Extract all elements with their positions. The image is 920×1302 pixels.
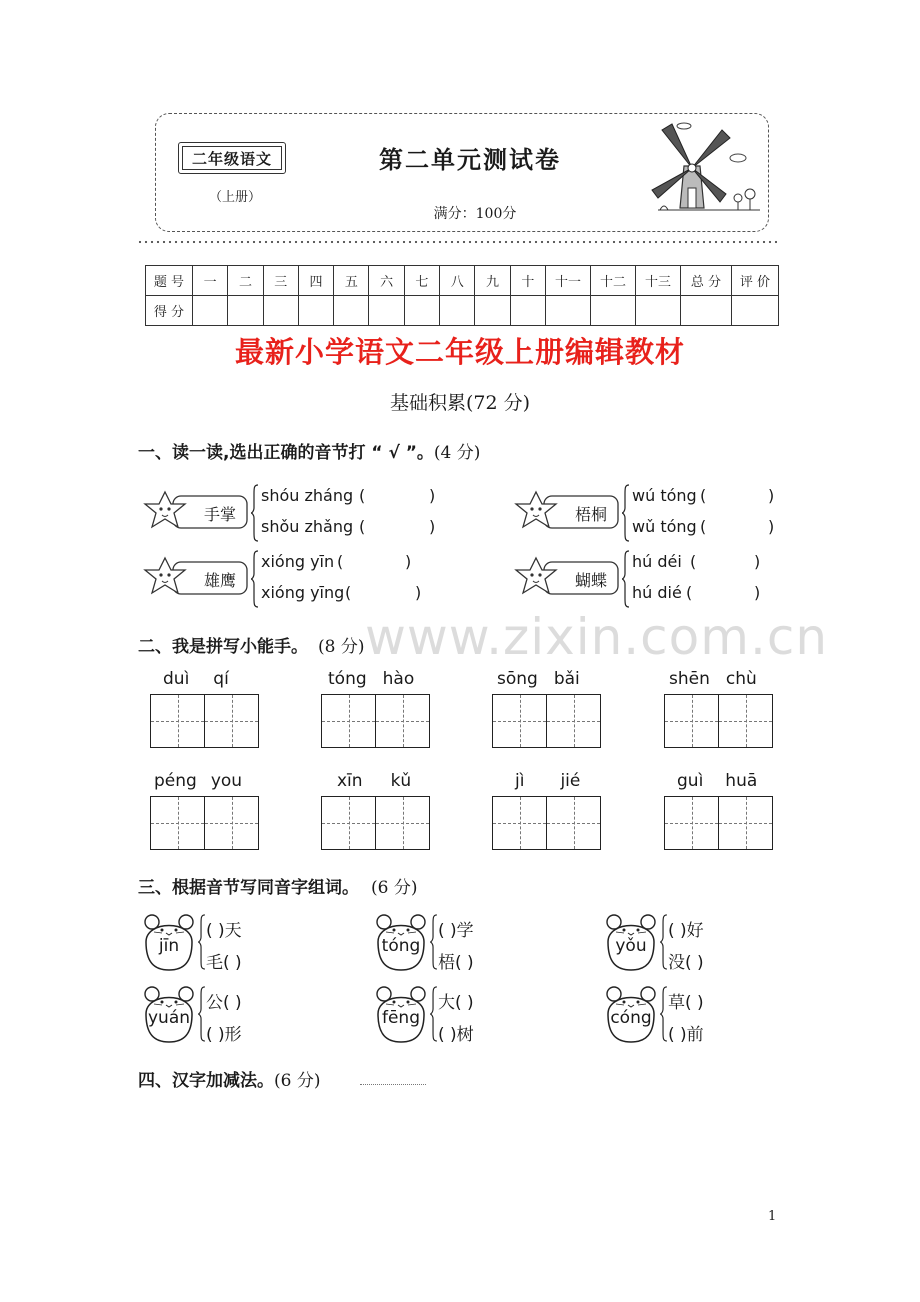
q1-item bbox=[143, 482, 443, 544]
question-1-points: (4 分) bbox=[433, 443, 481, 463]
watermark: www.zixin.com.cn bbox=[365, 608, 829, 666]
score-cell[interactable] bbox=[546, 296, 591, 326]
score-cell[interactable] bbox=[298, 296, 333, 326]
question-4-text: 四、汉字加减法。 bbox=[138, 1071, 274, 1091]
answer-paren-left: ( bbox=[359, 486, 366, 505]
score-col: 六 bbox=[369, 266, 404, 296]
score-cell[interactable] bbox=[475, 296, 510, 326]
question-4-points: (6 分) bbox=[274, 1071, 321, 1091]
answer-paren-left: ( bbox=[700, 486, 707, 505]
question-1-text: 一、读一读,选出正确的音节打 “ √ ”。 bbox=[138, 443, 434, 463]
score-table bbox=[145, 265, 779, 326]
writing-grid[interactable] bbox=[492, 694, 601, 748]
question-2-title bbox=[138, 632, 364, 657]
score-cell[interactable] bbox=[591, 296, 636, 326]
pinyin-syllable: shēn bbox=[669, 669, 710, 689]
answer-paren-left: ( bbox=[337, 552, 344, 571]
score-cell[interactable] bbox=[732, 296, 779, 326]
q3-blank-line[interactable]: 没( ) bbox=[668, 953, 704, 973]
score-col: 五 bbox=[334, 266, 369, 296]
q1-option-2: wǔ tóng bbox=[632, 517, 697, 536]
answer-paren-right[interactable]: ) bbox=[429, 517, 436, 536]
q1-item bbox=[514, 548, 814, 610]
hamster-pinyin: yǒu bbox=[615, 936, 647, 956]
brace-icon bbox=[251, 484, 259, 542]
q3-blank-line[interactable]: ( )形 bbox=[206, 1025, 242, 1045]
answer-paren-left: ( bbox=[359, 517, 366, 536]
answer-paren-left: ( bbox=[686, 583, 693, 602]
section-title: 基础积累(72 分) bbox=[389, 392, 531, 414]
q1-word: 梧桐 bbox=[574, 505, 607, 524]
score-col: 一 bbox=[193, 266, 228, 296]
answer-paren-left: ( bbox=[690, 552, 697, 571]
score-col: 九 bbox=[475, 266, 510, 296]
brace-icon bbox=[251, 550, 259, 608]
q3-item bbox=[602, 912, 842, 974]
writing-grid[interactable] bbox=[150, 796, 259, 850]
pinyin-syllable: kǔ bbox=[390, 771, 412, 791]
q1-item bbox=[143, 548, 443, 610]
question-1-title bbox=[138, 438, 480, 463]
score-cell[interactable] bbox=[636, 296, 681, 326]
q1-word: 雄鹰 bbox=[203, 571, 236, 590]
brace-icon bbox=[622, 550, 630, 608]
hamster-pinyin: yuán bbox=[147, 1008, 191, 1028]
question-3-text: 三、根据音节写同音字组词。 bbox=[138, 878, 359, 898]
q3-blank-line[interactable]: ( )天 bbox=[206, 921, 242, 941]
pinyin-syllable: hào bbox=[382, 669, 415, 689]
score-cell[interactable] bbox=[228, 296, 263, 326]
score-table-label-score: 得 分 bbox=[146, 296, 193, 326]
brace-icon bbox=[430, 986, 438, 1042]
answer-paren-right[interactable]: ) bbox=[415, 583, 422, 602]
score-col: 四 bbox=[298, 266, 333, 296]
pinyin-syllable: sōng bbox=[497, 669, 538, 689]
paper-title: 第二单元测试卷 bbox=[379, 146, 561, 174]
pinyin-syllable: tóng bbox=[328, 669, 367, 689]
score-col: 十二 bbox=[591, 266, 636, 296]
score-col-eval: 评 价 bbox=[732, 266, 779, 296]
brace-icon bbox=[198, 914, 206, 970]
hamster-pinyin: jīn bbox=[158, 936, 180, 956]
hamster-pinyin: tóng bbox=[381, 936, 421, 956]
pinyin-syllable: chù bbox=[725, 669, 757, 689]
q1-option-2: xióng yīng bbox=[261, 583, 345, 602]
answer-paren-right[interactable]: ) bbox=[754, 552, 761, 571]
grade-badge-text: 二年级语文 bbox=[182, 146, 282, 170]
underline-stub bbox=[360, 1084, 426, 1085]
score-col: 三 bbox=[263, 266, 298, 296]
score-cell[interactable] bbox=[681, 296, 732, 326]
q3-blank-line[interactable]: ( )树 bbox=[438, 1025, 474, 1045]
writing-grid[interactable] bbox=[150, 694, 259, 748]
q3-item bbox=[372, 912, 612, 974]
pinyin-syllable: jié bbox=[560, 771, 581, 791]
hamster-pinyin: cóng bbox=[610, 1008, 652, 1028]
answer-paren-right[interactable]: ) bbox=[768, 517, 775, 536]
question-3-points: (6 分) bbox=[371, 878, 418, 898]
score-col: 十 bbox=[510, 266, 545, 296]
pinyin-syllable: guì bbox=[677, 771, 704, 791]
pinyin-syllable: you bbox=[210, 771, 243, 791]
score-cell[interactable] bbox=[334, 296, 369, 326]
score-cell[interactable] bbox=[404, 296, 439, 326]
q1-option-2: shǒu zhǎng bbox=[261, 517, 354, 536]
q3-item bbox=[140, 912, 380, 974]
question-2-text: 二、我是拼写小能手。 bbox=[138, 637, 308, 657]
answer-paren-right[interactable]: ) bbox=[429, 486, 436, 505]
grade-badge bbox=[178, 142, 286, 174]
q1-item bbox=[514, 482, 814, 544]
score-cell[interactable] bbox=[369, 296, 404, 326]
score-table-header-row bbox=[146, 266, 779, 296]
brace-icon bbox=[430, 914, 438, 970]
pinyin-label bbox=[497, 669, 627, 689]
pinyin-label bbox=[337, 771, 467, 791]
windmill-illustration bbox=[650, 118, 768, 224]
question-3-title bbox=[138, 873, 417, 898]
pinyin-syllable: péng bbox=[154, 771, 197, 791]
pinyin-label bbox=[328, 669, 458, 689]
answer-paren-right[interactable]: ) bbox=[768, 486, 775, 505]
question-4-title bbox=[138, 1066, 320, 1091]
pinyin-label bbox=[515, 771, 645, 791]
pinyin-syllable: bǎi bbox=[553, 669, 580, 689]
brace-icon bbox=[622, 484, 630, 542]
q1-option-1: wú tóng bbox=[632, 486, 697, 505]
score-table-score-row bbox=[146, 296, 779, 326]
score-table-label-number: 题 号 bbox=[146, 266, 193, 296]
score-col: 八 bbox=[440, 266, 475, 296]
page-number: 1 bbox=[768, 1209, 777, 1224]
q3-blank-line[interactable]: 梧( ) bbox=[438, 953, 474, 973]
q3-item bbox=[372, 984, 612, 1046]
question-2-points: (8 分) bbox=[318, 637, 365, 657]
banner-title: 最新小学语文二年级上册编辑教材 bbox=[234, 335, 685, 369]
score-col: 十三 bbox=[636, 266, 681, 296]
q3-blank-line[interactable]: ( )前 bbox=[668, 1025, 704, 1045]
q3-blank-line[interactable]: 毛( ) bbox=[206, 953, 242, 973]
q1-option-2: hú dié bbox=[632, 583, 682, 602]
brace-icon bbox=[660, 914, 668, 970]
score-col: 二 bbox=[228, 266, 263, 296]
writing-grid[interactable] bbox=[321, 694, 430, 748]
answer-paren-left: ( bbox=[345, 583, 352, 602]
pinyin-label bbox=[163, 669, 293, 689]
q3-blank-line[interactable]: ( )好 bbox=[668, 921, 704, 941]
pinyin-syllable: duì bbox=[163, 669, 190, 689]
score-col-total: 总 分 bbox=[681, 266, 732, 296]
pinyin-syllable: qí bbox=[213, 669, 229, 689]
score-col: 十一 bbox=[546, 266, 591, 296]
full-score: 满分：100分 bbox=[433, 206, 517, 222]
writing-grid[interactable] bbox=[492, 796, 601, 850]
q3-item bbox=[602, 984, 842, 1046]
score-cell[interactable] bbox=[510, 296, 545, 326]
q3-blank-line[interactable]: ( )学 bbox=[438, 921, 474, 941]
pinyin-syllable: xīn bbox=[337, 771, 363, 791]
pinyin-label bbox=[677, 771, 807, 791]
pinyin-syllable: jì bbox=[515, 771, 525, 791]
pinyin-label bbox=[669, 669, 799, 689]
q1-option-1: hú déi bbox=[632, 552, 682, 571]
q1-word: 手掌 bbox=[203, 505, 236, 524]
score-col: 七 bbox=[404, 266, 439, 296]
q1-option-1: xióng yīn bbox=[261, 552, 335, 571]
writing-grid[interactable] bbox=[664, 796, 773, 850]
dotted-divider bbox=[137, 240, 777, 244]
pinyin-label bbox=[154, 771, 284, 791]
score-cell[interactable] bbox=[193, 296, 228, 326]
q3-item bbox=[140, 984, 380, 1046]
q3-blank-line[interactable]: 公( ) bbox=[206, 993, 242, 1013]
q1-word: 蝴蝶 bbox=[574, 571, 607, 590]
brace-icon bbox=[660, 986, 668, 1042]
answer-paren-left: ( bbox=[700, 517, 707, 536]
answer-paren-right[interactable]: ) bbox=[754, 583, 761, 602]
q3-blank-line[interactable]: 大( ) bbox=[438, 993, 474, 1013]
score-cell[interactable] bbox=[263, 296, 298, 326]
pinyin-syllable: huā bbox=[725, 771, 758, 791]
writing-grid[interactable] bbox=[321, 796, 430, 850]
q1-option-1: shóu zháng bbox=[261, 486, 354, 505]
writing-grid[interactable] bbox=[664, 694, 773, 748]
volume-label: （上册） bbox=[208, 190, 261, 205]
q3-blank-line[interactable]: 草( ) bbox=[668, 993, 704, 1013]
brace-icon bbox=[198, 986, 206, 1042]
hamster-pinyin: fēng bbox=[381, 1008, 420, 1028]
score-cell[interactable] bbox=[440, 296, 475, 326]
answer-paren-right[interactable]: ) bbox=[405, 552, 412, 571]
